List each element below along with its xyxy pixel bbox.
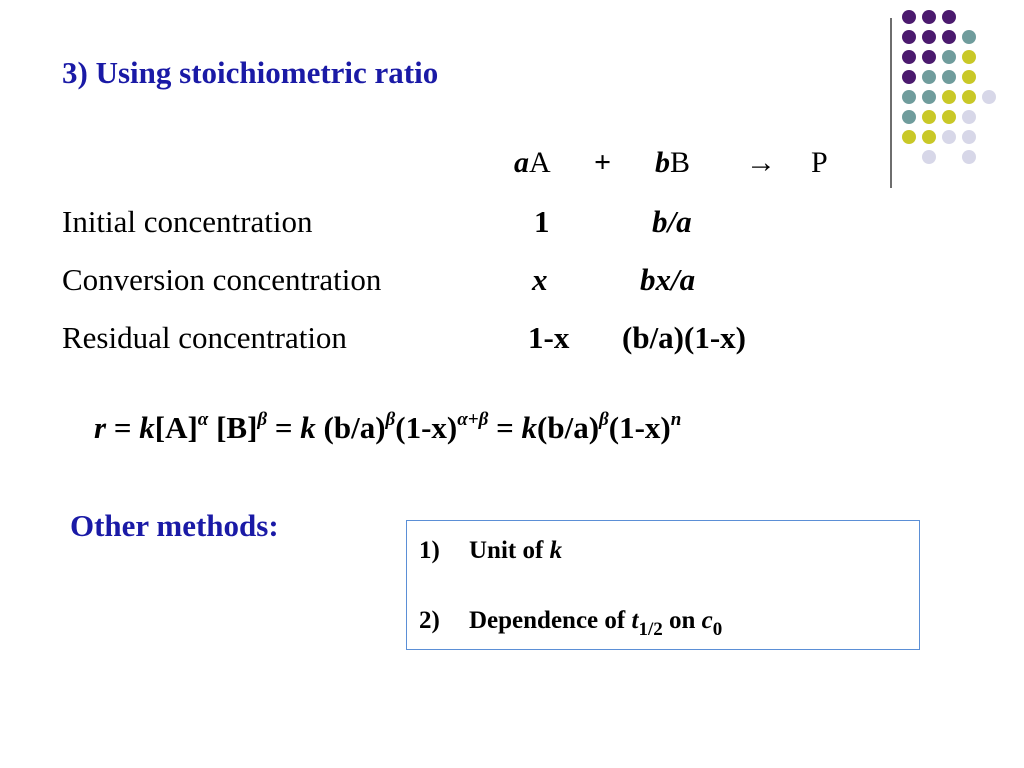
- conversion-B-value: bx/a: [640, 262, 696, 297]
- method-item-1-text: Unit of: [469, 537, 550, 564]
- decorative-dot: [962, 150, 976, 164]
- decorative-dot: [922, 50, 936, 64]
- decorative-dot: [942, 10, 956, 24]
- method-item-2-mid: on: [662, 607, 702, 634]
- exp-beta-3: β: [599, 409, 609, 430]
- method-item-2-number: 2): [419, 607, 440, 634]
- decorative-dot: [922, 150, 936, 164]
- method-item-2-var: t: [631, 607, 639, 634]
- decorative-dot: [942, 130, 956, 144]
- reaction-plus: +: [594, 146, 612, 179]
- decorative-dot: [902, 70, 916, 84]
- rate-r: r: [94, 410, 107, 445]
- method-item-1: [419, 537, 562, 565]
- method-item-2-sub: 1/2: [638, 619, 663, 640]
- exp-alpha-plus-beta: α+β: [457, 409, 489, 430]
- row-label-conversion: Conversion concentration: [62, 262, 382, 297]
- decorative-dot: [962, 70, 976, 84]
- ratio-ba-2: (b/a): [537, 410, 600, 445]
- decorative-dot: [942, 90, 956, 104]
- rate-k-2: k: [300, 410, 316, 445]
- decorative-dot: [922, 70, 936, 84]
- reaction-arrow: →: [746, 146, 776, 179]
- exp-n: n: [670, 409, 682, 430]
- decorative-dot: [942, 110, 956, 124]
- row-label-residual: Residual concentration: [62, 320, 347, 355]
- slide-title: 3) Using stoichiometric ratio: [62, 55, 439, 90]
- decorative-dot: [922, 30, 936, 44]
- decorative-dot: [962, 90, 976, 104]
- reaction-reactant-A: [514, 146, 551, 180]
- decorative-dot: [942, 50, 956, 64]
- decorative-dot: [902, 90, 916, 104]
- decorative-dot: [942, 70, 956, 84]
- method-item-2-sub2: 0: [712, 619, 723, 640]
- divider-line: [890, 18, 892, 188]
- conc-A: [A]: [154, 410, 198, 445]
- coefficient-b: b: [655, 146, 670, 179]
- reaction-product: P: [811, 146, 828, 179]
- other-methods-heading: Other methods:: [70, 508, 279, 543]
- decorative-dot: [922, 90, 936, 104]
- conversion-A-value: x: [532, 262, 548, 297]
- methods-box: [406, 520, 920, 650]
- initial-B-value: b/a: [652, 204, 692, 239]
- decorative-dot: [962, 110, 976, 124]
- decorative-dot: [942, 30, 956, 44]
- rate-k-3: k: [521, 410, 538, 445]
- rate-equation: [94, 410, 681, 446]
- one-minus-x-2: (1-x): [608, 410, 671, 445]
- decorative-dot: [902, 110, 916, 124]
- decorative-dot: [902, 10, 916, 24]
- residual-B-value: (b/a)(1-x): [622, 320, 746, 355]
- rate-equals-3: =: [496, 410, 514, 445]
- method-item-1-number: 1): [419, 537, 440, 564]
- decorative-dot: [902, 50, 916, 64]
- species-B: B: [670, 146, 691, 179]
- species-A: A: [529, 146, 551, 179]
- reaction-reactant-B: [655, 146, 690, 180]
- one-minus-x-1: (1-x): [395, 410, 458, 445]
- method-item-2-text: Dependence of: [469, 607, 632, 634]
- decorative-dot: [962, 50, 976, 64]
- decorative-dot: [902, 130, 916, 144]
- exp-alpha: α: [197, 409, 209, 430]
- method-item-2-var2: c: [701, 607, 713, 634]
- ratio-ba-1: (b/a): [323, 410, 386, 445]
- decorative-dot: [902, 30, 916, 44]
- decorative-dot: [922, 130, 936, 144]
- initial-A-value: 1: [534, 204, 550, 239]
- decorative-dot: [962, 30, 976, 44]
- coefficient-a: a: [514, 146, 529, 179]
- decorative-dot: [962, 130, 976, 144]
- decorative-dot-grid: [902, 10, 1012, 170]
- rate-k-1: k: [139, 410, 155, 445]
- decorative-dot: [922, 10, 936, 24]
- rate-equals-1: =: [113, 410, 132, 445]
- decorative-dot: [982, 90, 996, 104]
- method-item-2: [419, 607, 723, 640]
- row-label-initial: Initial concentration: [62, 204, 313, 239]
- exp-beta-1: β: [257, 409, 268, 430]
- residual-A-value: 1-x: [528, 320, 570, 355]
- exp-beta-2: β: [385, 409, 396, 430]
- conc-B: [B]: [216, 410, 258, 445]
- decorative-dot: [922, 110, 936, 124]
- rate-equals-2: =: [274, 410, 293, 445]
- method-item-1-var: k: [549, 537, 563, 564]
